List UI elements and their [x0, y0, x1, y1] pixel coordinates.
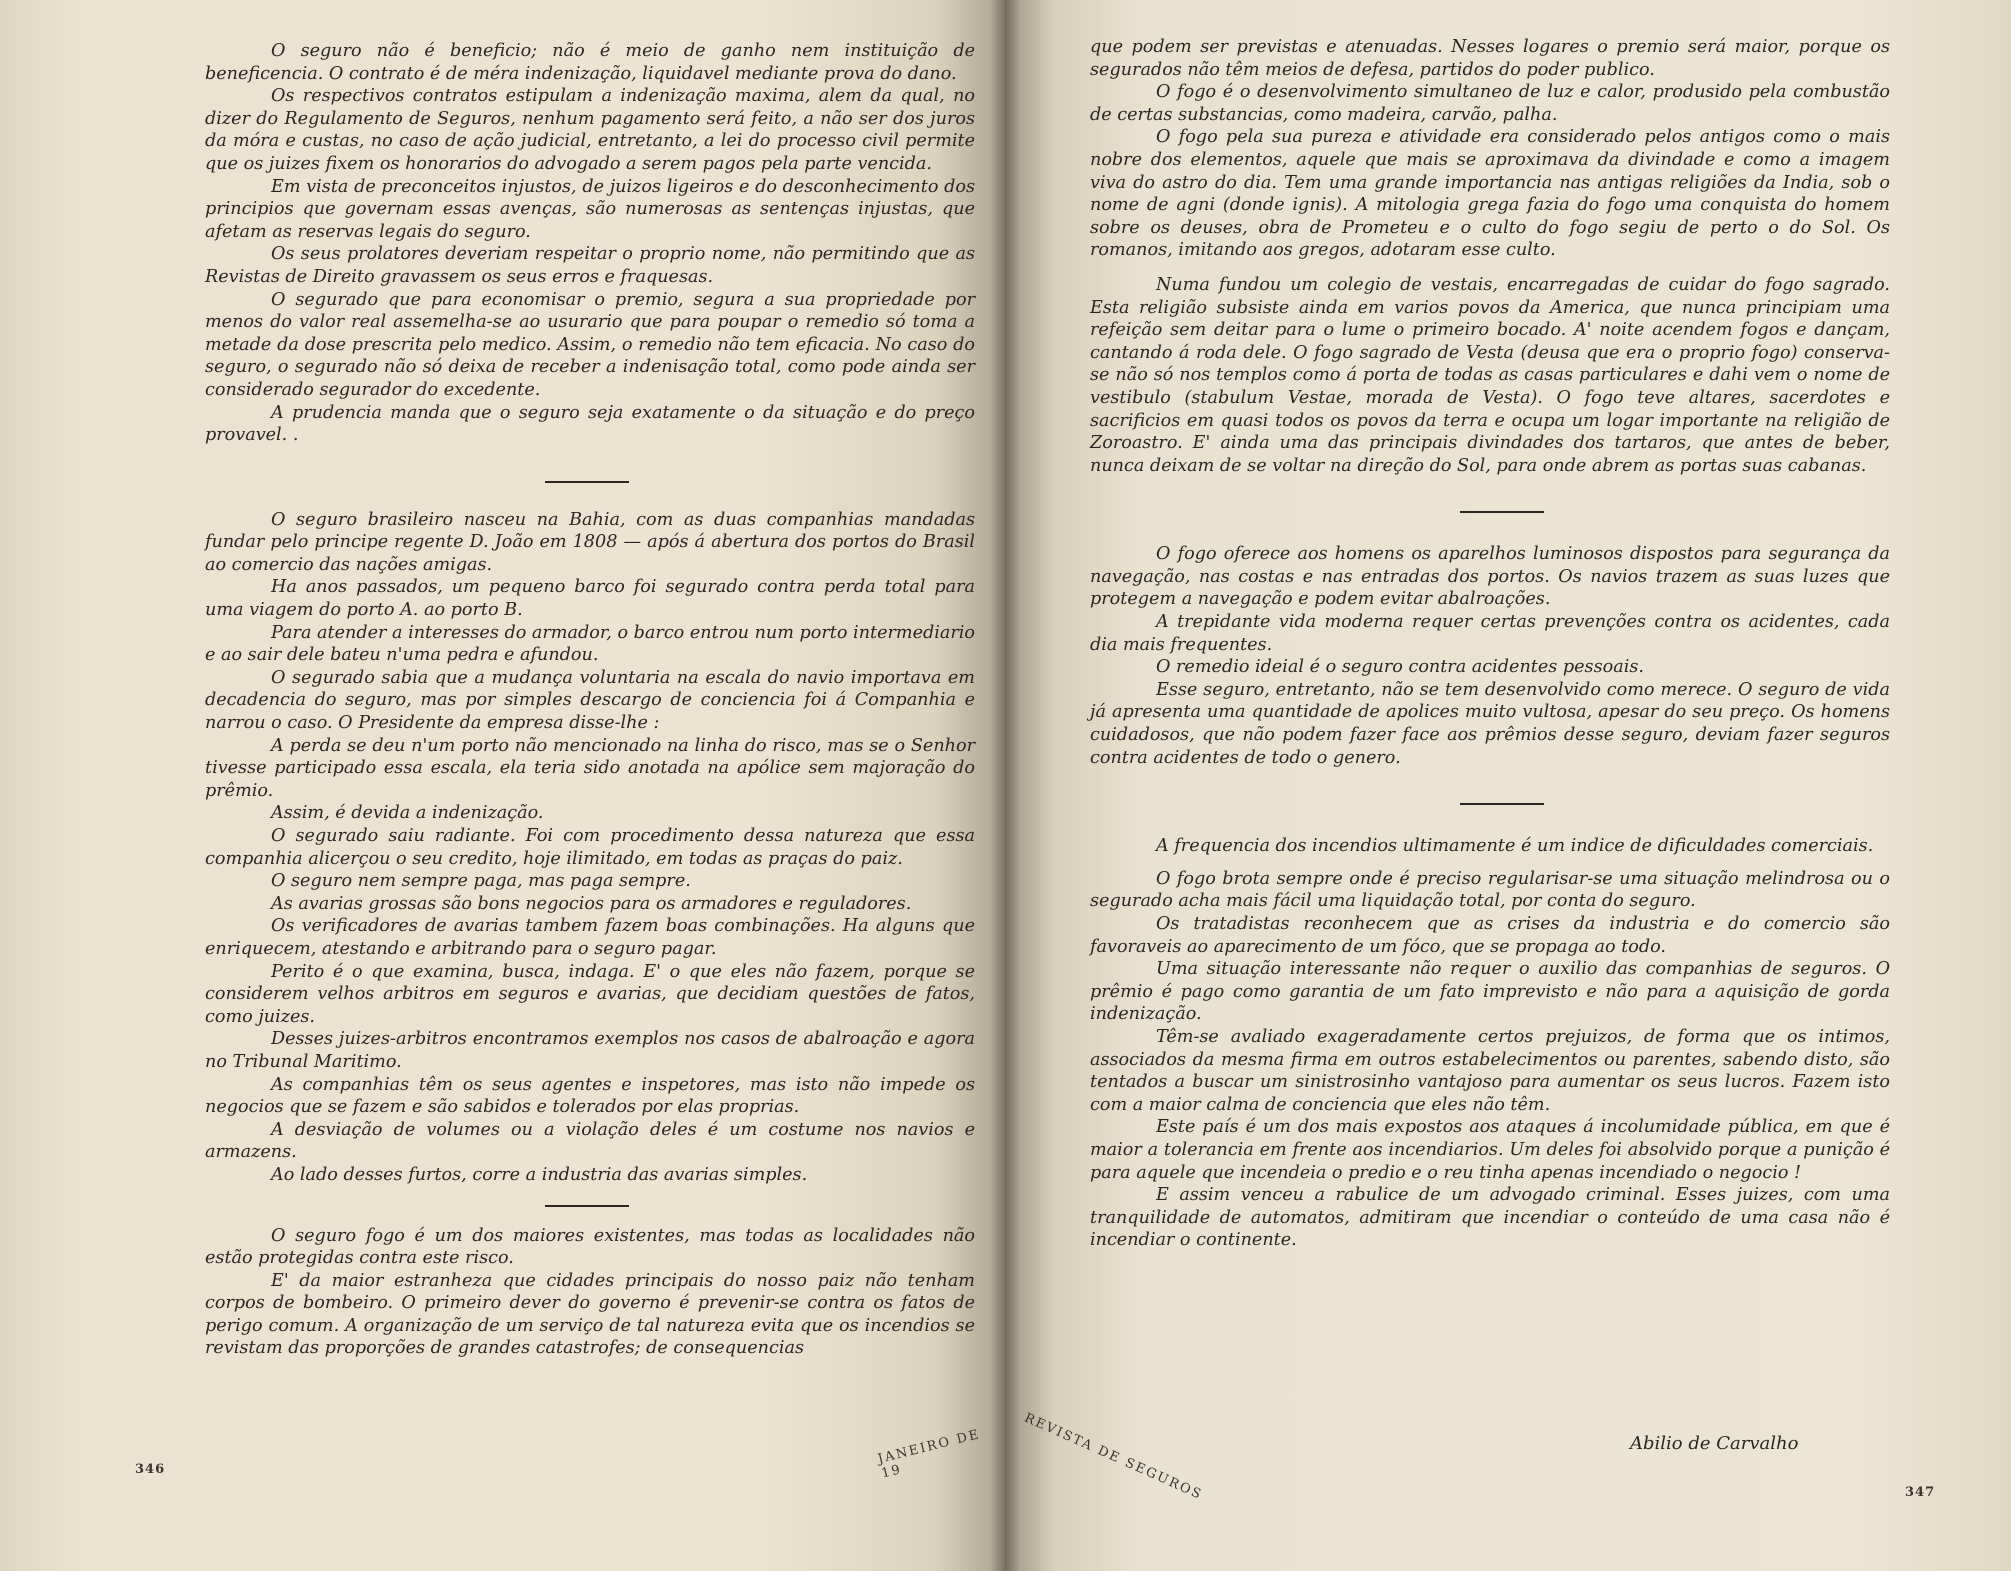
paragraph: Esse seguro, entretanto, não se tem desenvolvido como merece. O seguro de vida já apresenta uma quantidade de apolices muito vultosa, apesar do seu preço. Os homens cuidadosos, que não podem fazer face aos prêmios desse seguro, deviam fazer seguros contra acidentes de todo o genero. [1090, 679, 1890, 768]
section-divider [545, 481, 629, 483]
paragraph: Assim, é devida a indenização. [271, 803, 544, 824]
paragraph: O seguro não é beneficio; não é meio de ganho nem instituição de beneficencia. O contrato é de méra indenização, liquidavel mediante prova do dano. [205, 41, 975, 84]
running-head-left: JANEIRO DE 19 [876, 1427, 982, 1482]
paragraph: As companhias têm os seus agentes e inspetores, mas isto não impede os negocios que se fazem e são sabidos e tolerados por elas proprias. [205, 1074, 975, 1118]
right-page [1005, 0, 2011, 1571]
section-divider [545, 1205, 629, 1207]
paragraph: A perda se deu n'um porto não mencionado na linha do risco, mas se o Senhor tivesse participado essa escala, ela teria sido anotada na apólice sem majoração do prêmio. [205, 735, 975, 801]
paragraph: O remedio ideial é o seguro contra acidentes pessoais. [1156, 657, 1644, 678]
paragraph: Este país é um dos mais expostos aos ataques á incolumidade pública, em que é maior a tolerancia em frente aos incendiarios. Um deles foi absolvido porque a punição é para aquele que incendeia o predio e o reu tinha apenas incendiado o negocio ! [1090, 1117, 1890, 1183]
paragraph: Perito é o que examina, busca, indaga. E' o que eles não fazem, porque se considerem velhos arbitros em seguros e avarias, que decidiam questões de fatos, como juizes. [205, 961, 975, 1027]
paragraph: E assim venceu a rabulice de um advogado criminal. Esses juizes, com uma tranquilidade de automatos, admitiram que incendiar o conteúdo de uma casa não é incendiar o continente. [1090, 1185, 1890, 1251]
paragraph: A prudencia manda que o seguro seja exatamente o da situação e do preço provavel. . [205, 402, 975, 446]
paragraph: Os respectivos contratos estipulam a indenização maxima, alem da qual, no dizer do Regulamento de Seguros, nenhum pagamento será feito, a não ser dos juros da móra e custas, no caso de ação judicial, entretanto, a lei do processo civil permite que os juizes fixem os honorarios do advogado a serem pagos pela parte vencida. [205, 86, 975, 174]
paragraph: Os tratadistas reconhecem que as crises da industria e do comercio são favoraveis ao aparecimento de um fóco, que se propaga ao todo. [1090, 914, 1890, 957]
paragraph: que podem ser previstas e atenuadas. Nesses logares o premio será maior, porque os segurados não têm meios de defesa, partidos do poder publico. [1090, 37, 1890, 80]
paragraph: O fogo brota sempre onde é preciso regularisar-se uma situação melindrosa ou o segurado acha mais fácil uma liquidação total, por conta do seguro. [1090, 868, 1890, 912]
author-signature: Abilio de Carvalho [1630, 1433, 1799, 1454]
spacer [1090, 858, 1890, 868]
paragraph: O segurado sabia que a mudança voluntaria na escala do navio importava em decadencia do seguro, mas por simples descargo de conciencia foi á Companhia e narrou o caso. O Presidente da empresa disse-lhe : [205, 667, 975, 734]
page-number-left: 346 [135, 1462, 166, 1477]
paragraph: As avarias grossas são bons negocios para os armadores e reguladores. [271, 893, 912, 914]
paragraph: Ha anos passados, um pequeno barco foi segurado contra perda total para uma viagem do porto A. ao porto B. [205, 577, 975, 621]
paragraph: A trepidante vida moderna requer certas prevenções contra os acidentes, cada dia mais frequentes. [1090, 612, 1890, 655]
paragraph: Para atender a interesses do armador, o barco entrou num porto intermediario e ao sair dele bateu n'uma pedra e afundou. [205, 622, 976, 666]
paragraph: A frequencia dos incendios ultimamente é um indice de dificuldades comerciais. [1156, 836, 1874, 857]
paragraph: O fogo pela sua pureza e atividade era considerado pelos antigos como o mais nobre dos elementos, aquele que mais se aproximava da divindade e como a imagem viva do astro do dia. Tem uma grande importancia nas antigas religiões da India, sob o nome de agni (donde ignis). A mitologia grega fazia do fogo uma conquista do homem sobre os deuses, obra de Prometeu e o culto do fogo segiu de perto o do Sol. Os romanos, imitando aos gregos, adotaram esse culto. [1090, 127, 1890, 261]
right-page-text [1090, 36, 1890, 1252]
left-page [0, 0, 1005, 1571]
paragraph: Ao lado desses furtos, corre a industria das avarias simples. [271, 1164, 808, 1185]
paragraph: Em vista de preconceitos injustos, de juizos ligeiros e do desconhecimento dos principios que governam essas avenças, são numerosas as sentenças injustas, que afetam as reservas legais do seguro. [205, 176, 975, 242]
paragraph: Os verificadores de avarias tambem fazem boas combinações. Ha alguns que enriquecem, atestando e arbitrando para o seguro pagar. [205, 916, 975, 959]
paragraph: O seguro fogo é um dos maiores existentes, mas todas as localidades não estão protegidas contra este risco. [205, 1225, 975, 1269]
running-head-right: REVISTA DE SEGUROS [1021, 1410, 1205, 1503]
paragraph: Desses juizes-arbitros encontramos exemplos nos casos de abalroação e agora no Tribunal Maritimo. [205, 1029, 975, 1072]
paragraph: E' da maior estranheza que cidades principais do nosso paiz não tenham corpos de bombeiro. O primeiro dever do governo é prevenir-se contra os fatos de perigo comum. A organização de um serviço de tal natureza evita que os incendios se revistam das proporções de grandes catastrofes; de consequencias [205, 1270, 975, 1359]
paragraph: Têm-se avaliado exageradamente certos prejuizos, de forma que os intimos, associados da mesma firma em outros estabelecimentos ou parentes, sabendo disto, são tentados a buscar um sinistrosinho vantajoso para aumentar os seus lucros. Fazem isto com a maior calma de conciencia que eles não têm. [1090, 1026, 1890, 1115]
paragraph: Os seus prolatores deveriam respeitar o proprio nome, não permitindo que as Revistas de Direito gravassem os seus erros e fraquesas. [205, 244, 975, 287]
page-number-right: 347 [1905, 1485, 1936, 1500]
paragraph: O segurado saiu radiante. Foi com procedimento dessa natureza que essa companhia alicerçou o seu credito, hoje ilimitado, em todas as praças do paiz. [205, 826, 975, 869]
paragraph: O seguro brasileiro nasceu na Bahia, com as duas companhias mandadas fundar pelo principe regente D. João em 1808 — após á abertura dos portos do Brasil ao comercio das nações amigas. [205, 509, 975, 575]
left-page-text [205, 40, 975, 1360]
section-divider [1460, 803, 1544, 805]
paragraph: O segurado que para economisar o premio, segura a sua propriedade por menos do valor real assemelha-se ao usurario que para poupar o remedio só toma a metade da dose prescrita pelo medico. Assim, o remedio não tem eficacia. No caso do seguro, o segurado não só deixa de receber a indenisação total, como pode ainda ser considerado segurador do excedente. [205, 289, 975, 400]
paragraph: O fogo oferece aos homens os aparelhos luminosos dispostos para segurança da navegação, nas costas e nas entradas dos portos. Os navios trazem as suas luzes que protegem a navegação e podem evitar abalroações. [1090, 544, 1890, 610]
paragraph: A desviação de volumes ou a violação deles é um costume nos navios e armazens. [205, 1119, 975, 1163]
spacer [1090, 262, 1890, 274]
paragraph: Numa fundou um colegio de vestais, encarregadas de cuidar do fogo sagrado. Esta religião subsiste ainda em varios povos da America, que nunca principiam uma refeição sem deitar para o lume o primeiro bocado. A' noite acendem fogos e dançam, cantando á roda dele. O fogo sagrado de Vesta (deusa que era o proprio fogo) conserva-se não só nos templos como á porta de todas as casas particulares e dahi vem o nome de vestibulo (stabulum Vestae, morada de Vesta). O fogo teve altares, sacerdotes e sacrificios em quasi todos os povos da terra e ocupa um logar importante na religião de Zoroastro. E' ainda uma das principais divindades dos tartaros, que antes de beber, nunca deixam de se voltar na direção do Sol, para onde abrem as portas suas cabanas. [1090, 274, 1890, 476]
paragraph: Uma situação interessante não requer o auxilio das companhias de seguros. O prêmio é pago como garantia de um fato imprevisto e não para a aquisição de gorda indenização. [1090, 959, 1890, 1025]
section-divider [1460, 511, 1544, 513]
paragraph: O seguro nem sempre paga, mas paga sempre. [271, 871, 691, 892]
paragraph: O fogo é o desenvolvimento simultaneo de luz e calor, produsido pela combustão de certas substancias, como madeira, carvão, palha. [1090, 82, 1890, 125]
